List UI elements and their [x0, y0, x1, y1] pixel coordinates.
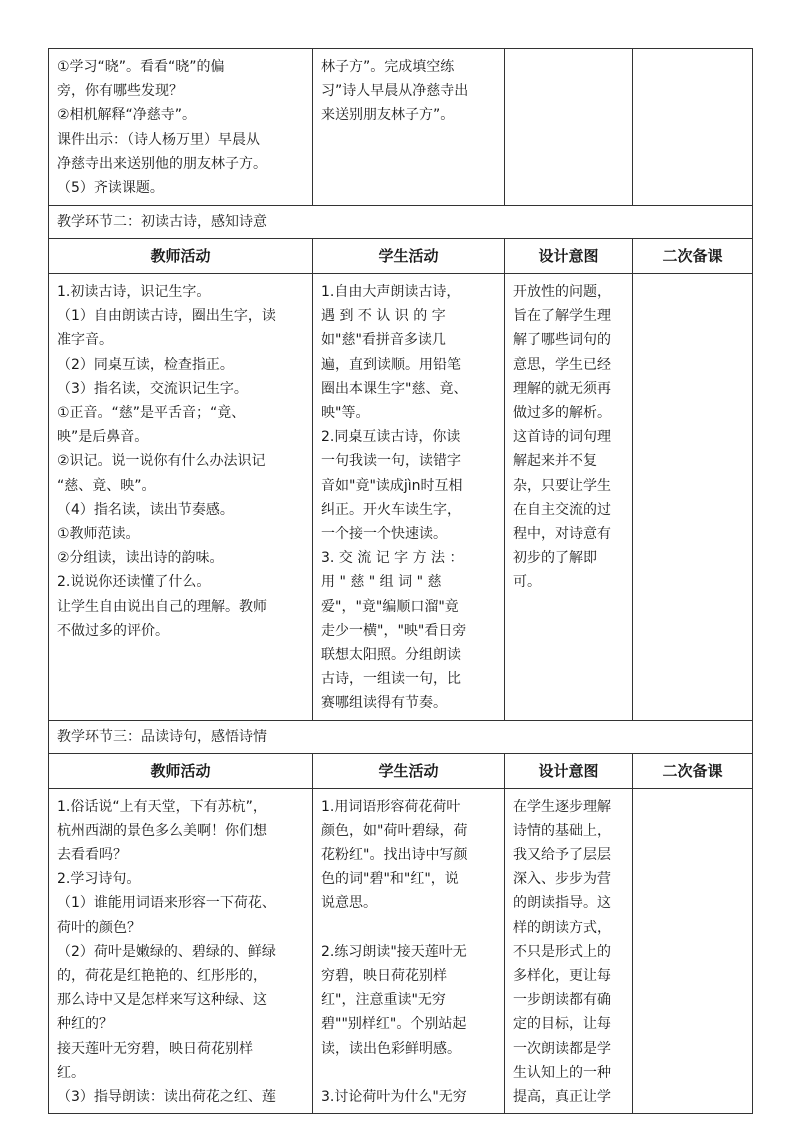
- header-design-intent: 设计意图: [505, 753, 633, 788]
- header-student-activity: 学生活动: [313, 239, 505, 274]
- text-line: 遍，直到读顺。用铅笔: [321, 356, 461, 373]
- text-line: ②相机解释“净慈寺”。: [57, 107, 197, 124]
- lesson-plan-table: [48, 48, 753, 1114]
- text-line: 映”是后鼻音。: [57, 429, 149, 446]
- text-line: 一步朗读都有确: [513, 992, 611, 1009]
- text-line: ①正音。“慈”是平舌音；“竟、: [57, 405, 246, 422]
- text-line: （3）指名读，交流识记生字。: [57, 380, 248, 397]
- text-line: 红。: [57, 1064, 85, 1081]
- text-line: 可。: [513, 574, 541, 591]
- text-line: 爱"，"竟"编顺口溜"竟: [321, 598, 459, 615]
- text-line: 1.自由大声朗读古诗，: [321, 284, 461, 300]
- section3-design-cell: [505, 788, 633, 1114]
- text-line: 的朗读指导。这: [513, 895, 611, 912]
- text-line: 样的朗读方式，: [513, 919, 611, 936]
- section2-title-row: [49, 206, 753, 239]
- text-line: 读，读出色彩鲜明感。: [321, 1040, 461, 1057]
- text-line: 习”诗人早晨从净慈寺出: [321, 83, 469, 100]
- text-line: 2.练习朗读"接天莲叶无: [321, 943, 467, 960]
- text-line: 深入、步步为营: [513, 871, 611, 888]
- text-line: 提高，真正让学: [513, 1089, 611, 1106]
- section3-header-row: [49, 753, 753, 788]
- text-line: 2.学习诗句。: [57, 871, 141, 888]
- text-line: 林子方”。完成填空练: [321, 59, 455, 75]
- text-line: 杭州西湖的景色多么美啊！你们想: [57, 822, 267, 839]
- text-line: 一次朗读都是学: [513, 1040, 611, 1057]
- text-line: 接天莲叶无穷碧，映日荷花别样: [57, 1040, 253, 1057]
- header-teacher-activity: 教师活动: [49, 753, 313, 788]
- text-line: 红"，注意重读"无穷: [321, 992, 446, 1009]
- text-line: 让学生自由说出自己的理解。教师: [57, 598, 267, 615]
- text-line: 赛哪组读得有节奏。: [321, 695, 447, 712]
- text-line: 旨在了解学生理: [513, 308, 611, 325]
- text-line: 碧""别样红"。个别站起: [321, 1016, 467, 1033]
- text-line: 程中，对诗意有: [513, 526, 611, 543]
- text-line: 不只是形式上的: [513, 943, 611, 960]
- text-line: 2.说说你还读懂了什么。: [57, 574, 211, 591]
- text-line: 来送别朋友林子方”。: [321, 107, 455, 124]
- header-second-prep: 二次备课: [633, 239, 753, 274]
- section2-title: 教学环节二：初读古诗，感知诗意: [49, 206, 753, 239]
- text-line: 纠正。开火车读生字，: [321, 501, 461, 518]
- section3-title: 教学环节三：品读诗句，感悟诗情: [49, 720, 753, 753]
- text-line: “慈、竟、映”。: [57, 477, 156, 494]
- text-line: 1.初读古诗，识记生字。: [57, 284, 211, 300]
- text-line: 解起来并不复: [513, 453, 597, 470]
- text-line: 生认知上的一种: [513, 1064, 611, 1081]
- text-line: （2）同桌互读，检查指正。: [57, 356, 234, 373]
- text-line: 的，荷花是红艳艳的、红彤彤的，: [57, 968, 267, 985]
- header-teacher-activity: 教师活动: [49, 239, 313, 274]
- text-line: ②识记。说一说你有什么办法识记: [57, 453, 266, 470]
- text-line: 杂，只要让学生: [513, 477, 611, 494]
- text-line: 解了哪些词句的: [513, 332, 611, 349]
- header-second-prep: 二次备课: [633, 753, 753, 788]
- text-line: 初步的了解即: [513, 550, 597, 567]
- text-line: 音如"竟"读成jìn时互相: [321, 477, 463, 494]
- lesson-plan-page: [48, 48, 752, 1114]
- text-line: [321, 1061, 498, 1085]
- section2-backup-cell: [633, 274, 753, 721]
- text-line: 开放性的问题，: [513, 284, 611, 300]
- text-line: 意思，学生已经: [513, 356, 611, 373]
- text-line: 联想太阳照。分组朗读: [321, 647, 461, 664]
- text-line: 2.同桌互读古诗，你读: [321, 429, 461, 446]
- text-line: 旁，你有哪些发现？: [57, 83, 183, 100]
- text-line: 不做过多的评价。: [57, 622, 169, 639]
- text-line: 1.俗话说“上有天堂，下有苏杭”，: [57, 798, 267, 815]
- text-line: （4）指名读，读出节奏感。: [57, 501, 234, 518]
- text-line: 一句我读一句，读错字: [321, 453, 461, 470]
- text-line: 穷碧，映日荷花别样: [321, 968, 447, 985]
- section2-content-row: [49, 274, 753, 721]
- top-student-cell: [313, 49, 505, 206]
- section3-backup-cell: [633, 788, 753, 1114]
- top-design-cell: [505, 49, 633, 206]
- text-line: 走少一横"，"映"看日旁: [321, 622, 467, 639]
- text-line: ①教师范读。: [57, 526, 140, 543]
- section3-teacher-cell: [49, 788, 313, 1114]
- section2-header-row: [49, 239, 753, 274]
- text-line: 我又给予了层层: [513, 847, 611, 864]
- text-line: 古诗，一组读一句，比: [321, 671, 461, 688]
- text-line: （1）谁能用词语来形容一下荷花、: [57, 895, 276, 912]
- top-teacher-cell: [49, 49, 313, 206]
- section2-teacher-cell: [49, 274, 313, 721]
- text-line: 诗情的基础上，: [513, 822, 611, 839]
- section2-design-cell: [505, 274, 633, 721]
- text-line: 如"慈"看拼音多读几: [321, 332, 446, 349]
- text-line: 去看看吗？: [57, 847, 127, 864]
- text-line: （3）指导朗读：读出荷花之红、莲: [57, 1089, 276, 1106]
- text-line: 这首诗的词句理: [513, 429, 611, 446]
- text-line: 在学生逐步理解: [513, 798, 611, 815]
- text-line: 课件出示：（诗人杨万里）早晨从: [57, 131, 260, 148]
- text-line: 花粉红"。找出诗中写颜: [321, 847, 468, 864]
- section3-content-row: [49, 788, 753, 1114]
- text-line: ①学习“晓”。看看“晓”的偏: [57, 59, 225, 75]
- text-line: （1）自由朗读古诗，圈出生字，读: [57, 308, 276, 325]
- text-line: 用 " 慈 " 组 词 " 慈: [321, 574, 442, 591]
- header-design-intent: 设计意图: [505, 239, 633, 274]
- text-line: ②分组读，读出诗的韵味。: [57, 550, 224, 567]
- text-line: 3.讨论荷叶为什么"无穷: [321, 1089, 467, 1106]
- text-line: （5）齐读课题。: [57, 180, 164, 197]
- text-line: 遇 到 不 认 识 的 字: [321, 308, 446, 325]
- text-line: 一个接一个快速读。: [321, 526, 447, 543]
- text-line: 多样化，更让每: [513, 968, 611, 985]
- text-line: 那么诗中又是怎样来写这种绿、这: [57, 992, 267, 1009]
- section3-student-cell: [313, 788, 505, 1114]
- text-line: 种红的？: [57, 1016, 113, 1033]
- text-line: 做过多的解析。: [513, 405, 611, 422]
- text-line: 理解的就无须再: [513, 380, 611, 397]
- text-line: （2）荷叶是嫩绿的、碧绿的、鲜绿: [57, 943, 276, 960]
- text-line: 颜色，如"荷叶碧绿，荷: [321, 822, 468, 839]
- section3-title-row: [49, 720, 753, 753]
- text-line: 荷叶的颜色？: [57, 919, 141, 936]
- text-line: 色的词"碧"和"红"，说: [321, 871, 459, 888]
- text-line: 定的目标，让每: [513, 1016, 611, 1033]
- text-line: 1.用词语形容荷花荷叶: [321, 798, 461, 815]
- text-line: 净慈寺出来送别他的朋友林子方。: [57, 155, 267, 172]
- top-backup-cell: [633, 49, 753, 206]
- continued-row: [49, 49, 753, 206]
- text-line: 3. 交 流 记 字 方 法 ：: [321, 550, 464, 567]
- text-line: [321, 916, 498, 940]
- text-line: 圈出本课生字"慈、竟、: [321, 380, 468, 397]
- header-student-activity: 学生活动: [313, 753, 505, 788]
- text-line: 在自主交流的过: [513, 501, 611, 518]
- text-line: 映"等。: [321, 405, 370, 422]
- text-line: 准字音。: [57, 332, 113, 349]
- text-line: 说意思。: [321, 895, 377, 912]
- section2-student-cell: [313, 274, 505, 721]
